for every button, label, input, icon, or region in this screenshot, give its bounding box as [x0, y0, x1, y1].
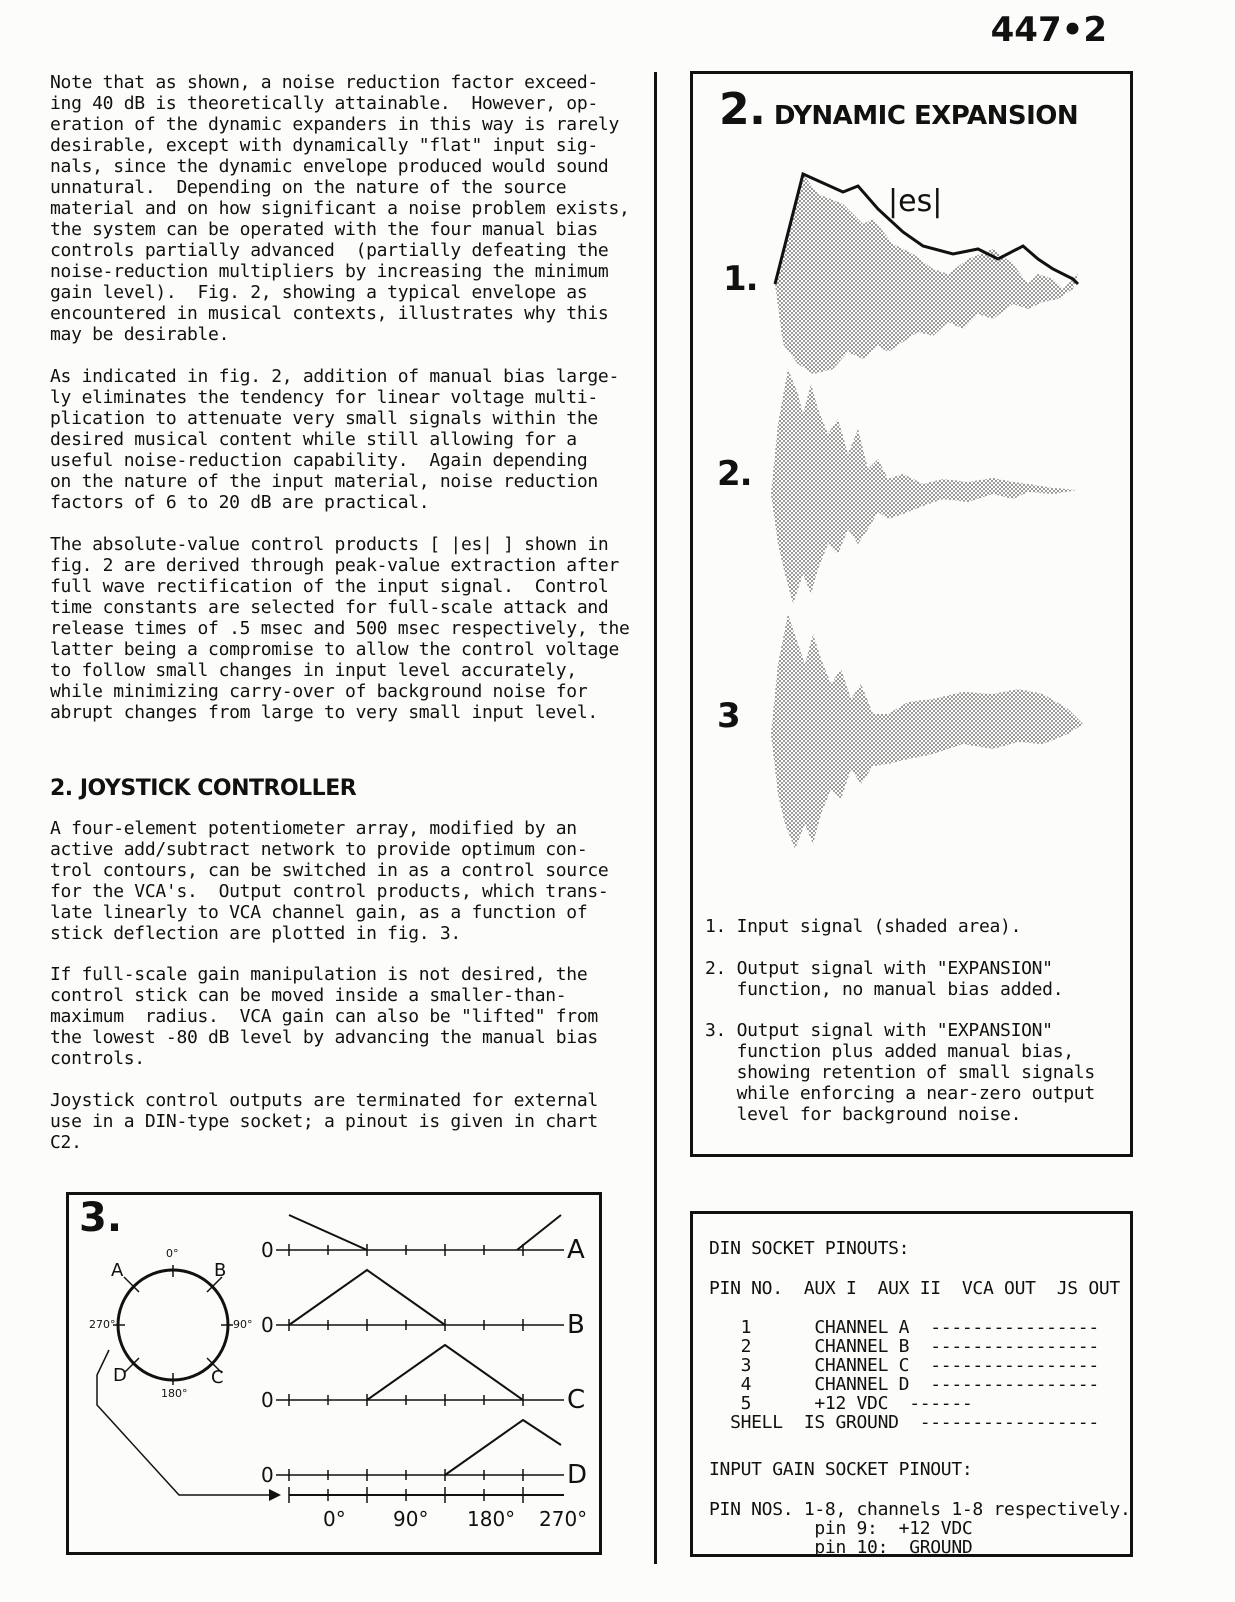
- din-socket-pinout-box: [690, 1211, 1133, 1557]
- row-label-b: B: [567, 1310, 585, 1340]
- figure-2-box: [690, 71, 1133, 1157]
- zero-label-a: 0: [261, 1238, 274, 1262]
- column-divider: [654, 72, 657, 1564]
- zero-label-c: 0: [261, 1388, 274, 1412]
- din-row-2: 2 CHANNEL B ----------------: [709, 1336, 1099, 1357]
- dial-label-90: 90°: [233, 1318, 253, 1331]
- trace-label-3: 3: [717, 696, 740, 736]
- caption-3: 3. Output signal with "EXPANSION" function plus added manual bias, showing retention of small signals while enforcing a near-zero output level for background noise.: [705, 1020, 1095, 1125]
- figure-2-number: 2.: [719, 84, 766, 135]
- dial-label-b: B: [214, 1260, 227, 1281]
- row-label-a: A: [567, 1235, 585, 1265]
- row-label-c: C: [567, 1385, 586, 1415]
- din-row-4: 4 CHANNEL D ----------------: [709, 1374, 1099, 1395]
- paragraph-din-socket: Joystick control outputs are terminated for external use in a DIN-type socket; a pinout is given in chart C2.: [50, 1090, 598, 1153]
- axis-tick-90: 90°: [393, 1507, 429, 1531]
- paragraph-noise-reduction: Note that as shown, a noise reduction factor exceed- ing 40 dB is theoretically attainable. However, op- eration of the dynamic expanders in this way is rarely desirable, except with dynamically "flat" input sig- nals, since the dynamic envelope produced would sound unnatural. Depending on the nature of the source material and on how significant a noise problem exists, the system can be operated with the four manual bias controls partially advanced (partially defeating the noise-reduction multipliers by increasing the minimum gain level). Fig. 2, showing a typical envelope as encountered in musical contexts, illustrates why this may be desirable.: [50, 72, 630, 345]
- figure-2-title-text: DYNAMIC EXPANSION: [773, 101, 1079, 131]
- input-gain-row-3: pin 10: GROUND: [709, 1537, 973, 1558]
- axis-tick-270: 270°: [539, 1507, 588, 1531]
- input-gain-row-1: PIN NOS. 1-8, channels 1-8 respectively.: [709, 1499, 1131, 1520]
- zero-label-b: 0: [261, 1313, 274, 1337]
- input-gain-row-2: pin 9: +12 VDC: [709, 1518, 973, 1539]
- figure-3-diagram: [69, 1195, 599, 1552]
- din-row-3: 3 CHANNEL C ----------------: [709, 1355, 1099, 1376]
- din-row-5: 5 +12 VDC ------: [709, 1393, 973, 1414]
- din-row-1: 1 CHANNEL A ----------------: [709, 1317, 1099, 1338]
- caption-2: 2. Output signal with "EXPANSION" function, no manual bias added.: [705, 958, 1064, 1000]
- figure-3-number: 3.: [79, 1195, 123, 1241]
- din-row-shell: SHELL IS GROUND -----------------: [709, 1412, 1099, 1433]
- dial-label-270: 270°: [89, 1318, 116, 1331]
- input-gain-title: INPUT GAIN SOCKET PINOUT:: [709, 1459, 973, 1480]
- axis-tick-0: 0°: [323, 1507, 346, 1531]
- dial-label-d: D: [113, 1365, 127, 1386]
- trace-label-2: 2.: [717, 454, 752, 494]
- dial-label-180: 180°: [161, 1387, 188, 1400]
- output-signal-waveform-2: [771, 369, 1078, 604]
- paragraph-manual-bias: As indicated in fig. 2, addition of manual bias large- ly eliminates the tendency for linear voltage multi- plication to attenuate very small signals within the desired musical content while still allowing for a useful noise-reduction capability. Again depending on the nature of the input material, noise reduction factors of 6 to 20 dB are practical.: [50, 366, 619, 513]
- axis-tick-180: 180°: [467, 1507, 516, 1531]
- row-label-d: D: [567, 1460, 588, 1490]
- zero-label-d: 0: [261, 1463, 274, 1487]
- caption-1: 1. Input signal (shaded area).: [705, 916, 1022, 937]
- dial-label-a: A: [111, 1260, 124, 1281]
- figure-3-box: [66, 1192, 602, 1555]
- dial-label-0: 0°: [166, 1247, 179, 1260]
- paragraph-full-scale: If full-scale gain manipulation is not desired, the control stick can be moved inside a smaller-than- maximum radius. VCA gain can also be "lifted" from the lowest -80 dB level by advancing the manual bias controls.: [50, 964, 598, 1069]
- din-header: PIN NO. AUX I AUX II VCA OUT JS OUT: [709, 1278, 1120, 1299]
- din-title: DIN SOCKET PINOUTS:: [709, 1238, 910, 1259]
- section-heading-joystick: 2. JOYSTICK CONTROLLER: [50, 776, 357, 801]
- paragraph-potentiometer: A four-element potentiometer array, modified by an active add/subtract network to provide optimum con- trol contours, can be switched in as a control source for the VCA's. Output control products, which trans- late linearly to VCA channel gain, as a function of stick deflection are plotted in fig. 3.: [50, 818, 609, 944]
- dial-label-c: C: [211, 1367, 224, 1388]
- es-label: |es|: [888, 184, 943, 219]
- trace-label-1: 1.: [723, 259, 758, 299]
- output-signal-waveform-3: [771, 614, 1083, 849]
- paragraph-control-products: The absolute-value control products [ |es| ] shown in fig. 2 are derived through peak-value extraction after full wave rectification of the input signal. Control time constants are selected for full-scale attack and release times of .5 msec and 500 msec respectively, the latter being a compromise to allow the control voltage to follow small changes in input level accurately, while minimizing carry-over of background noise for abrupt changes from large to very small input level.: [50, 534, 630, 723]
- page-number: 447•2: [990, 10, 1107, 50]
